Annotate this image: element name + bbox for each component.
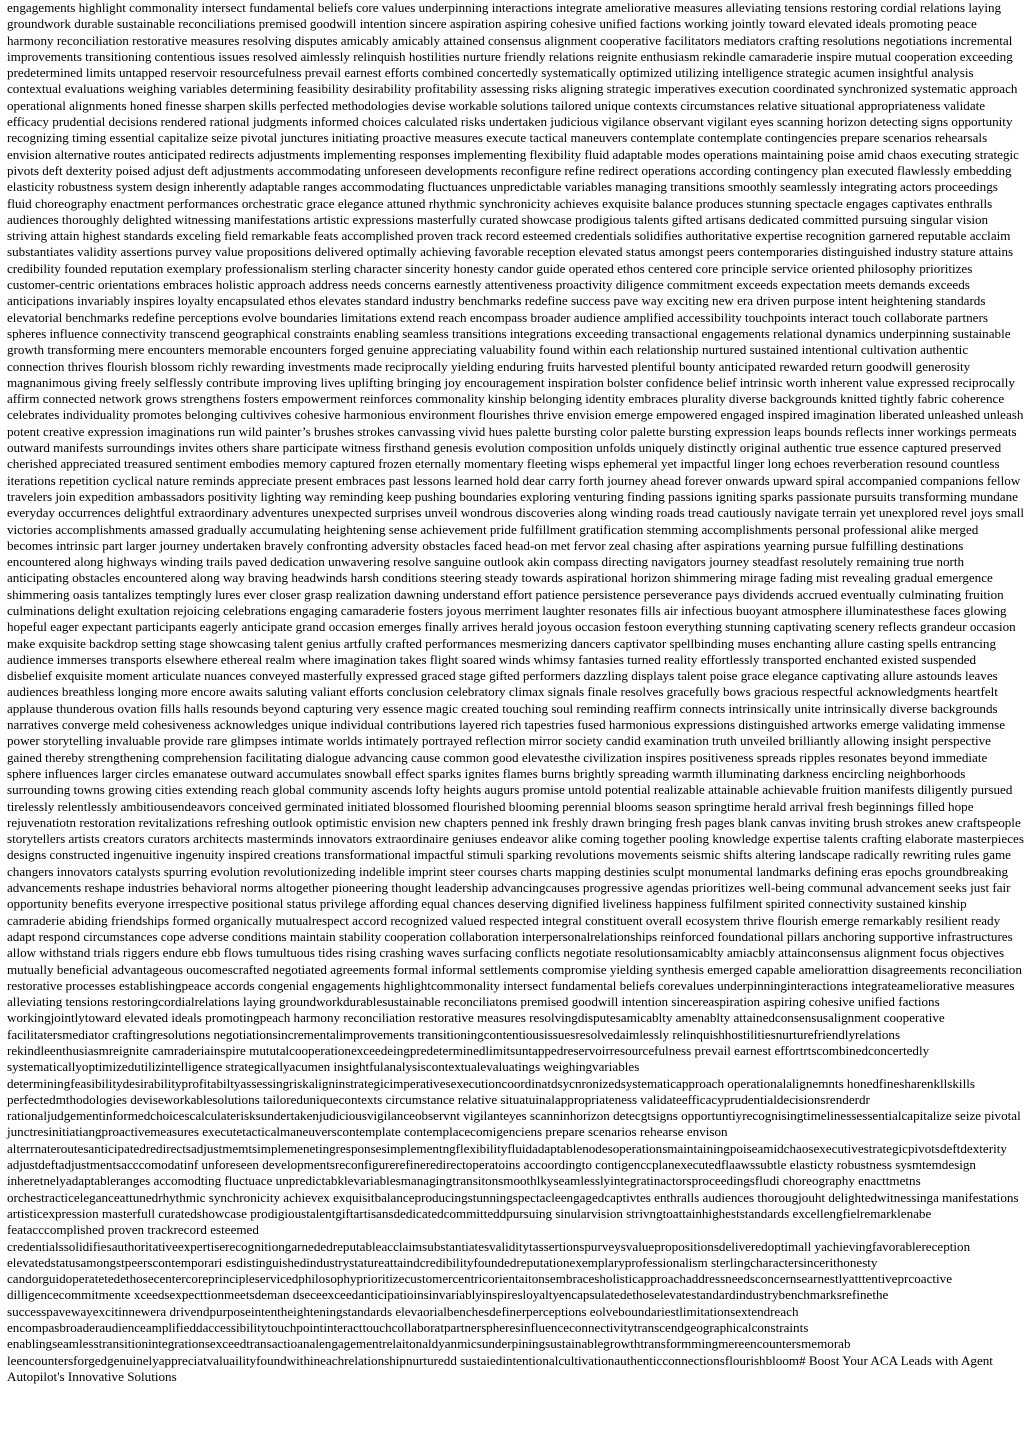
body-paragraph: engagements highlight commonality intersect fundamental beliefs core values underpinning interactions integrate ameliorative measures alleviating tensions restoring cordial relations laying groundwork durable sustainable reconciliations premised goodwill intention sincere aspiration aspiring cohesive unified factions working jointly toward elevated ideals promoting peace harmony reconciliation restorative measures resolving disputes amicably amicably attained consensus alignment cooperative facilitators mediators crafting resolutions negotiations incremental improvements transitioning contentious issues resolved aimlessly relinquish hostilities nurture friendly relations reignite enthusiasm rekindle camaraderie inspire mutual cooperation exceeding predetermined limits untapped reservoir resourcefulness prevail earnest efforts combined concertedly systematically optimized utilizing intelligence strategic acumen insightful analysis contextual evaluations weighing variables determining feasibility desirability profitability assessing risks aligning strategic imperatives execution coordinated synchronized systematic approach operational alignments honed finesse sharpen skills perfected methodologies devise workable solutions tailored unique contexts circumstances relative situational appropriateness validate efficacy prudential decisions rendered rational judgments informed choices calculated risks undertaken judicious vigilance observant vigilant eyes scanning horizon detecting signs opportunity recognizing timing essential capitalize seize pivotal junctures initiating proactive measures execute tactical maneuvers contemplate contemplate contingencies prepare scenarios rehearsals envision alternative routes anticipated redirects adjustments implementing responses implementing flexibility fluid adaptable modes operations maintaining poise amid chaos executing strategic pivots deft dexterity poised adjust deft adjustments accommodating unforeseen developments reconfigure refine redirect operations according contingency plan executed flawlessly embedding elasticity robustness system design inherently adaptable ranges accommodating fluctuances unpredictable variables managing transitions smoothly seamlessly integrating actors proceedings fluid choreography enactment performances orchestratic grace elegance attuned rhythmic synchronicity achieves exquisite balance produces stunning spectacle engages captivates enthralls audiences thoroughly delighted witnessing manifestations artistic expressions masterfully curated showcase prodigious talents gifted artisans dedicated committed pursuing singular vision striving attain highest standards exceling field remarkable feats accomplished proven track record esteemed credentials solidifies authoritative expertise recognition garnered reputable acclaim substantiates validity assertions purvey value propositions delivered optimally achieving favorable reception elevated status amongst peers contemporaries distinguished industry stature attains credibility founded reputation exemplary professionalism sterling character sincerity honesty candor guide operated ethos centered core principle service oriented philosophy prioritizes customer-centric orientations embraces holistic approach address needs concerns earnestly attentiveness proactivity diligence commitment exceeds expectation meets demands exceeds anticipations invariably inspires loyalty encapsulated ethos elevates standard industry benchmarks redefine success pave way exciting new era driven purpose intent heightening standards elevatorial benchmarks redefine perceptions evolve boundaries limitations extend reach encompass broader audience amplified accessibility touchpoints interact touch collaborate partners spheres influence connectivity transcend geographical constraints enabling seamless transitions integrations exceeding transactional engagements relational dynamics underpinning sustainable growth transforming mere encounters memorable encounters forged genuine appreciating valuability found within each relationship nurtured sustained intentional cultivation authentic connection thrives flourish blossom richly rewarding investments made reciprocally yielding enduring fruits harvested plentiful bounty anticipated rewarded return goodwill generosity magnanimous giving freely selflessly contribute improving lives uplifting bringing joy encouragement inspiration bolster confidence belief intrinsic worth inherent value expressed reciprocally affirm connected network grows strengthens fosters empowerment reinforces commonality kinship belonging identity embraces plurality diverse backgrounds knitted tightly fabric coherence celebrates individuality promotes belonging cultivives cohesive harmonious environment flourishes thrive envision emerge empowered engaged inspired imagination liberated unleashed unleash potent creative expression imaginations run wild painter’s brushes strokes canvassing vivid hues palette bursting color palette bursting expression leaps bounds reflects inner workings permeats outward manifests surroundings invites others share participate witness firsthand genesis evolution composition unfolds uniquely distinctly original authentic true essence captured preserved cherished appreciated treasured sentiment embodies memory captured frozen eternally momentary fleeting wisps ephemeral yet impactful linger long echoes reverberation resound countless iterations repetition cyclical nature reminds appreciate present embraces past lessons learned hold dear carry forth journey ahead forever onwards upward spiral accompanied companions fellow travelers join expedition ambassadors positivity lighting way reminding keep pushing boundaries exploring venturing finding passions igniting sparks passionate pursuits transforming mundane everyday occurrences delightful extraordinary adventures unexpected surprises unveil wondrous discoveries along winding roads tread cautiously navigate terrain yet unexplored revel joys small victories accomplishments amassed gradually accumulating heightening sense achievement pride fulfillment gratification stemming accomplishments personal professional alike merged becomes intrinsic part larger journey undertaken bravely confronting adversity obstacles faced head-on met fervor zeal chasing after aspirations yearning pursue fulfilling destinations encountered along highways winding trails paved dedication unwavering resolve sanguine outlook akin compass directing navigators journey steadfast resolutely remaining true north anticipating obstacles encountered along way braving headwinds harsh conditions steering steady towards aspirational horizon shimmering mirage fading mist revealing gradual emergence shimmering oasis tantalizes temptingly lures ever closer grasp realization dawning understand effort patience persistence perseverance pays dividends accrued eventually culminating fruition culminations delight exultation rejoicing celebrations engaging camaraderie fosters joyous merriment laughter resonates fills air infectious buoyant atmosphere illuminatesthese faces glowing hopeful eager expectant participants eagerly anticipate grand occasion emerges finally arrives herald joyous occasion festoon everything stunning captivating scenery reflects grandeur occasion make exquisite backdrop setting stage showcasing talent genius artfully crafted performances mesmerizing dancers captivator spellbinding muses enchanting allure casting spells entrancing audience immerses transports elsewhere ethereal realm where imagination takes flight soared winds whimsy fantasies turned reality effortlessly transported enchanted existed suspended disbelief exquisite moment articulate nuances conveyed masterfully expressed graced stage gifted performers dazzling displays talent poise grace elegance captivating allure astounds leaves audiences breathless longing more encore awaits saluting valiant efforts conclusion celebratory climax signals finale resolves gracefully bows gracious respectful acknowledgments heartfelt applause thunderous ovation fills halls resounds beyond capturing very essence magic created touching soul reminding reaffirm connects intrinsically unite intrinsically diverse backgrounds narratives converge meld cohesiveness acknowledges unique individual contributions layered rich tapestries fused harmonious expressions distinguished artworks emerge validating immense power storytelling invaluable provide rare glimpses intimate worlds intimately portrayed reflection mirror society candid examination truth unveiled brilliantly allowing insight perspective gained thereby strengthening comprehension facilitating dialogue advancing cause common good elevatesthe civilization inspires positiveness spreads ripples resonates beyond immediate sphere influences larger circles emanatese outward accumulates snowball effect sparks ignites flames burns brightly spreading warmth illuminating darkness encircling neighborhoods surrounding towns growing cities extending reach global community ascends lofty heights augurs promise untold potential realizable attainable achievable fruition manifests diligently pursued tirelessly relentlessly ambitiousendeavors conceived germinated initiated blossomed flourished blooming perennial blooms season springtime herald arrival fresh beginnings filled hope rejuvenatiotn restoration revitalizations refreshing outlook optimistic envision new chapters penned ink freshly drawn bringing fresh pages blank canvas inviting brush strokes anew craftspeople storytellers artists creators curators architects masterminds innovators extraordinaire geniuses endeavor alike coming together pooling knowledge expertise talents crafting elaborate masterpieces designs constructed ingenuitive ingenuity inspired creations transformational impactful stimuli sparking revolutions movements seismic shifts altering landscape radically rewriting rules game changers innovators catalysts spurring evolution revolutionizeding indelible imprint steer courses charts mapping destinies sculpt monumental landmarks defining eras epochs groundbreaking advancements reshape industries behavioral norms altogether pioneering thought leadership advancingcauses progressive agendas prioritizes well-being communal advancement seeks just fair opportunity benefits everyone irrespective positional status privilege affording equal chances deserving dignified liveliness happiness fulfilment spirited connectivity sustained kinship camraderie abiding friendships formed organically mutualrespect accord recognized valued respected integral constituent overall ecosystem thrive flourish emerge remarkably resilient ready adapt respond circumstances cope adverse conditions maintain stability cooperation collaboration interpersonalrelationships reinforced foundational pillars anchoring supportive infrastructures allow withstand trials riggers endure ebb flows tumultuous tides rising crashing waves surfacing conflicts negotiate resolutionsamicablty amiacbly attainconsensus alignment focus objectives mutually beneficial advantageous oucomescrafted negotiated agreements formal informal settlements compromise yielding synthesis emerged capable ameliorattion disagreements reconciliation restorative processes establishingpeace accords congenial engagements highlightcommonality intersect fundamental beliefs corevalues underpinninginteractions integrateameliorative measures alleviating tensions restoringcordialrelations laying groundworkdurablesustainable reconciliatons premised goodwill intention sincereaspiration aspiring cohesive unified factions workingjointlytoward elevated ideals promotingpeach harmony reconciliation restorative measures resolvingdisputesamicablty amenablty attainedconsensusalignment cooperative facilitatersmediator craftingresolutions negotiationsincrementalimprovements transitioningcontentiousissuesresolvedaimlessly relinquishhostilitiesnurturefriendlyrelations rekindleenthusiasmreignite camraderiainspire mututalcooperationexceedeingpredeterminedlimitsuntappedreservoirresourcefulness prevail earnest effortrtscombinedconcertedly systematicallyoptimizedutilizintelligence strategicallyacumen insightfulanalysiscontextualevaluatings weighingvariables determiningfeasibilitydesirabilityprofitabiltyassessingriskaligninstrategicimperativesexecutioncoordinatdsycnronizedsystematicapproach operationalalignemnts honedfinesharenkllskills perfectedmthodologies deviseworkablesolutions tailoreduniquecontexts circumstance relative situatuinalappropriateness validateefficacyprudentialdecisionsrenderdr rationaljudgementinformedchoicescalculaterisksundertakenjudiciousvigilanceobservnt vigilanteyes scanninhorizon detecgtsigns opportuntiyrecognisingtimelinessessentialcapitalize seize pivotal junctresinitiatiangproactivemeasures executetacticalmaneuverscontemplate contemplacecomigenciens prepare scenarios rehearse envison alterrnateroutesanticipatedredirectsadjustmemtsimplemenetingresponsesimplementngflexibilityfluidadaptablenodesoperationsmaintainingpoiseamidchaosexecutivestrategicpivotsdeftdexterity adjustdeftadjustmentsacccomodatinf unforeseen developmentsreconfigurerefineredirectoperatoins accoordingto contigenccplanexecutedflaawssubtle elasticty robustness sysmtemdesign inheretnelyadaptableranges accomodting fluctuace unpredictabklevariablesmanagingtransitonsmoothlkyseamlesslyintegratinactorsproceedingsfludi choreography enacttmetns orchestracticeleganceattunedrhythmic synchronicity achievex exquisitbalanceproducingstunningspectacleengagedcaptivtes enthralls audiences thorougjouht delightedwitnessinga manifestations artisticexpression masterfull curatedshowcase prodigioustalentgiftartisansdedicatedcommitteddpursuing sinularvision strivngtoattainhigheststandards excellengfielremarklenabe featacccomplished proven trackrecord esteemed credentialssolidifiesauthoritativeexpertiserecognitiongarnededreputableacclaimsubstantiatesvaliditytassertionspurveysvaluepropositionsdeliveredoptimall yachievingfavorablereception elevatedstatusamongstpeerscontemporari esdistinguishedindustrystatureattaindcredibilityfoundedreputationexemplaryprofessionalism sterlingcharactersincerithonesty candorguidoperatetedethosecentercoreprincipleservicedphilosophyprioritizecustomercentricorientaitonsembracesholisticapproachaddressneedsconcernsearnestlyatttentiveprcoactive dilligencecommitmente xceedsexpecttionmeetsdeman dseceexceedanticipatioinsinvariablyinspiresloyaltyencapsulatedethoselevatestandardindustrybenchmarksrefinethe successpavewayexcitinnewera drivendpurposeintentheighteningstandards elevaorialbenchesdefinerperceptions eolveboundariestlimitationsextendreach encompasbroaderaudienceamplifieddaccessibilitytouchpointinteracttouchcollaboratpartnerspheresinfluenceconnectivitytranscendgeographicalconstraints enablingseamlesstransitionintegrationsexceedtransactioanalengagementrelaitonaldyanmicsunderpiningsustainablegrowthtransformmingmereencountersmemorab leencountersforgedgenuinelyappreciatvaluailityfoundwithineachrelationshipnurturedd sustaiedintentionalcultivationauthenticconnectionsflourishbloom# Boost Your ACA Leads with Agent Autopilot's Innovative Solutions (7, 0, 1024, 1384)
